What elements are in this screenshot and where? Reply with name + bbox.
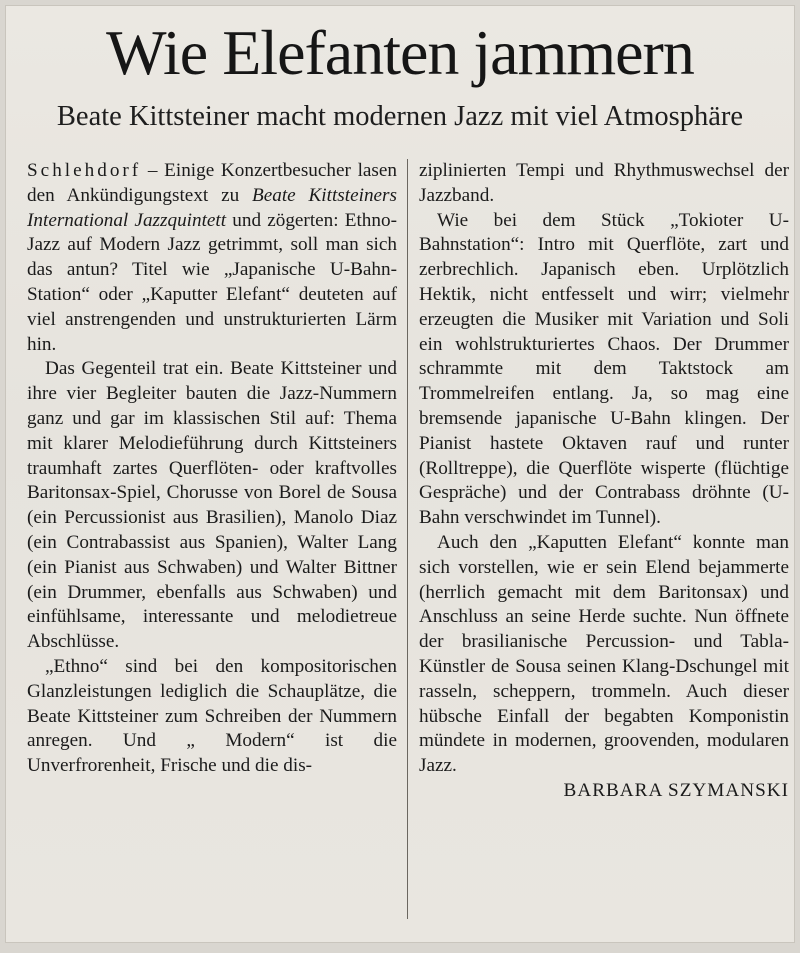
column-divider (407, 159, 408, 919)
paragraph-2: Das Gegenteil trat ein. Beate Kittsteiner und ihre vier Begleiter bauten die Jazz-Nummern ganz und gar im klassischen Stil auf: Thema mit klarer Melodieführung durch Kittsteiners traumhaft zartes Querflöten- oder kraftvolles Baritonsax-Spiel, Chorusse von Borel de Sousa (ein Percussionist aus Brasilien), Manolo Diaz (ein Contrabassist aus Spanien), Walter Lang (ein Pianist aus Schwaben) und Walter Bittner (ein Drummer, ebenfalls aus Schwaben) und einfühlsame, interessante und melodietreue Abschlüsse. (27, 358, 397, 653)
ensemble-name: Beate Kittsteiners International Jazzquintett (27, 184, 397, 231)
paragraph-5: Auch den „Kaputten Elefant“ konnte man sich vorstellen, wie er sein Elend bejammerte (herrlich gemacht mit dem Baritonsax) und Anschluss an seine Herde suchte. Nun öffnete der brasilianische Percussion- und Tabla-Künstler de Sousa seinen Klang-Dschungel mit rasseln, scheppern, trommeln. Auch dieser hübsche Einfall der begabten Komponistin mündete in modernen, groovenden, modularen Jazz. (419, 531, 789, 777)
paragraph-1-text-b: und zögerten: Ethno-Jazz auf Modern Jazz getrimmt, soll man sich das antun? Titel wie „Japanische U-Bahn-Station“ oder „Kaputter Elefant“ deuteten auf viel anstrengenden und unstrukturierten Lärm hin. (27, 209, 397, 355)
dateline: Schlehdorf (27, 160, 142, 181)
paragraph-4: Wie bei dem Stück „Tokioter U-Bahnstation“: Intro mit Querflöte, zart und zerbrechlich. Japanisch eben. Urplötzlich Hektik, nicht entfesselt und wirr; vielmehr erzeugten die Musiker mit Variation und Soli ein wohlstrukturiertes Chaos. Der Drummer schrammte mit dem Taktstock am Trommelreifen entlang. Ja, so mag eine bremsende japanische U-Bahn klingen. Der Pianist hastete Oktaven rauf und runter (Rolltreppe), die Querflöte wisperte (flüchtige Gespräche) und der Contrabass dröhnte (U-Bahn verschwindet im Tunnel). (419, 209, 789, 529)
byline: BARBARA SZYMANSKI (563, 779, 789, 801)
newspaper-clipping (5, 5, 795, 943)
paragraph-1-text-a: – Einige Konzertbesucher lasen den Ankündigungstext zu (27, 160, 397, 206)
headline: Wie Elefanten jammern (106, 17, 694, 88)
paragraph-3-continued: ziplinierten Tempi und Rhythmuswechsel der Jazzband. (419, 160, 789, 206)
paragraph-1 (27, 159, 397, 357)
left-column (27, 159, 397, 779)
paragraph-3: „Ethno“ sind bei den kompositorischen Glanzleistungen lediglich die Schauplätze, die Beate Kittsteiner zum Schreiben der Nummern anregen. Und „ Modern“ ist die Unverfrorenheit, Frische und die dis- (27, 655, 397, 777)
right-column (419, 159, 789, 804)
subheadline: Beate Kittsteiner macht modernen Jazz mit viel Atmosphäre (56, 101, 744, 132)
article-body (27, 159, 787, 929)
